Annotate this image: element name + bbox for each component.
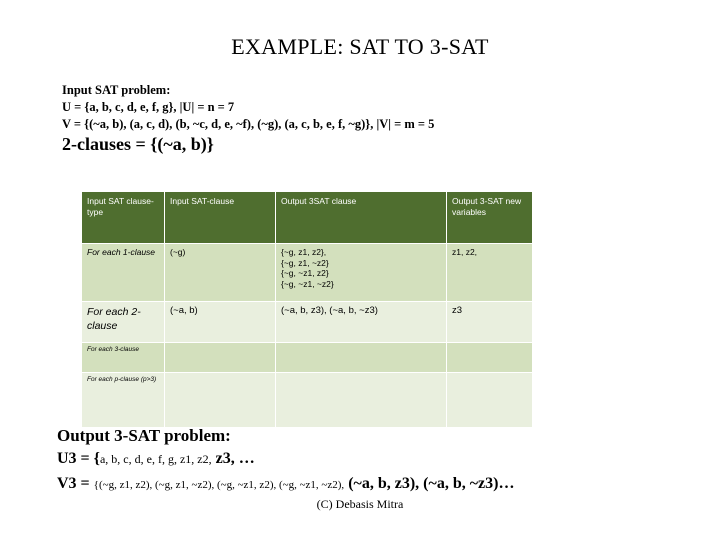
row-new-variables — [447, 343, 533, 373]
v3-clauses: {(~g, z1, z2), (~g, z1, ~z2), (~g, ~z1, z2), (~g, ~z1, ~z2), — [93, 479, 345, 491]
row-new-variables: z1, z2, — [447, 244, 533, 302]
u3-suffix: z3, … — [211, 450, 255, 467]
row-input-clause — [165, 373, 276, 428]
table-header-row — [82, 192, 533, 244]
header-input-clause: Input SAT-clause — [165, 192, 276, 244]
two-clauses-line: 2-clauses = {(~a, b)} — [62, 134, 214, 154]
v3-definition — [57, 475, 514, 493]
row-output-clause — [276, 373, 447, 428]
row-output-clause — [276, 343, 447, 373]
input-heading: Input SAT problem: — [62, 83, 171, 97]
table-row — [82, 244, 533, 302]
output-clause-line: {~g, ~z1, ~z2} — [281, 278, 334, 289]
row-output-clause: (~a, b, z3), (~a, b, ~z3) — [276, 302, 447, 343]
v-definition: V = {(~a, b), (a, c, d), (b, ~c, d, e, ~f), (~g), (a, c, b, e, f, ~g)}, |V| = m = 5 — [62, 117, 435, 131]
v3-prefix: V3 = — [57, 475, 94, 492]
table-row — [82, 343, 533, 373]
row-clause-type: For each p-clause (p>3) — [82, 373, 165, 428]
header-clause-type: Input SAT clause-type — [82, 192, 165, 244]
row-input-clause: (~g) — [165, 244, 276, 302]
slide-title: EXAMPLE: SAT TO 3-SAT — [231, 34, 489, 59]
row-new-variables — [447, 373, 533, 428]
conversion-table — [82, 192, 533, 428]
row-input-clause — [165, 343, 276, 373]
table-row — [82, 302, 533, 343]
input-sat-problem — [62, 82, 434, 133]
row-output-clause — [276, 244, 447, 302]
u3-prefix: U3 = { — [57, 450, 100, 467]
table-row — [82, 373, 533, 428]
output-clause-line: {~g, ~z1, z2} — [281, 268, 329, 278]
u-definition: U = {a, b, c, d, e, f, g}, |U| = n = 7 — [62, 100, 235, 114]
v3-suffix: (~a, b, z3), (~a, b, ~z3)… — [344, 475, 515, 492]
row-clause-type: For each 1-clause — [82, 244, 165, 302]
row-clause-type: For each 2-clause — [82, 302, 165, 343]
row-clause-type: For each 3-clause — [82, 343, 165, 373]
header-output-clause: Output 3SAT clause — [276, 192, 447, 244]
u3-definition — [57, 450, 255, 468]
u3-variables: a, b, c, d, e, f, g, z1, z2, — [99, 452, 212, 466]
output-clause-line: {~g, z1, z2}, — [281, 247, 327, 257]
output-clause-line: {~g, z1, ~z2} — [281, 257, 329, 268]
header-new-variables: Output 3-SAT new variables — [447, 192, 533, 244]
output-heading: Output 3-SAT problem: — [57, 426, 231, 445]
row-new-variables: z3 — [447, 302, 533, 343]
row-input-clause: (~a, b) — [165, 302, 276, 343]
copyright-footer: (C) Debasis Mitra — [316, 497, 404, 511]
